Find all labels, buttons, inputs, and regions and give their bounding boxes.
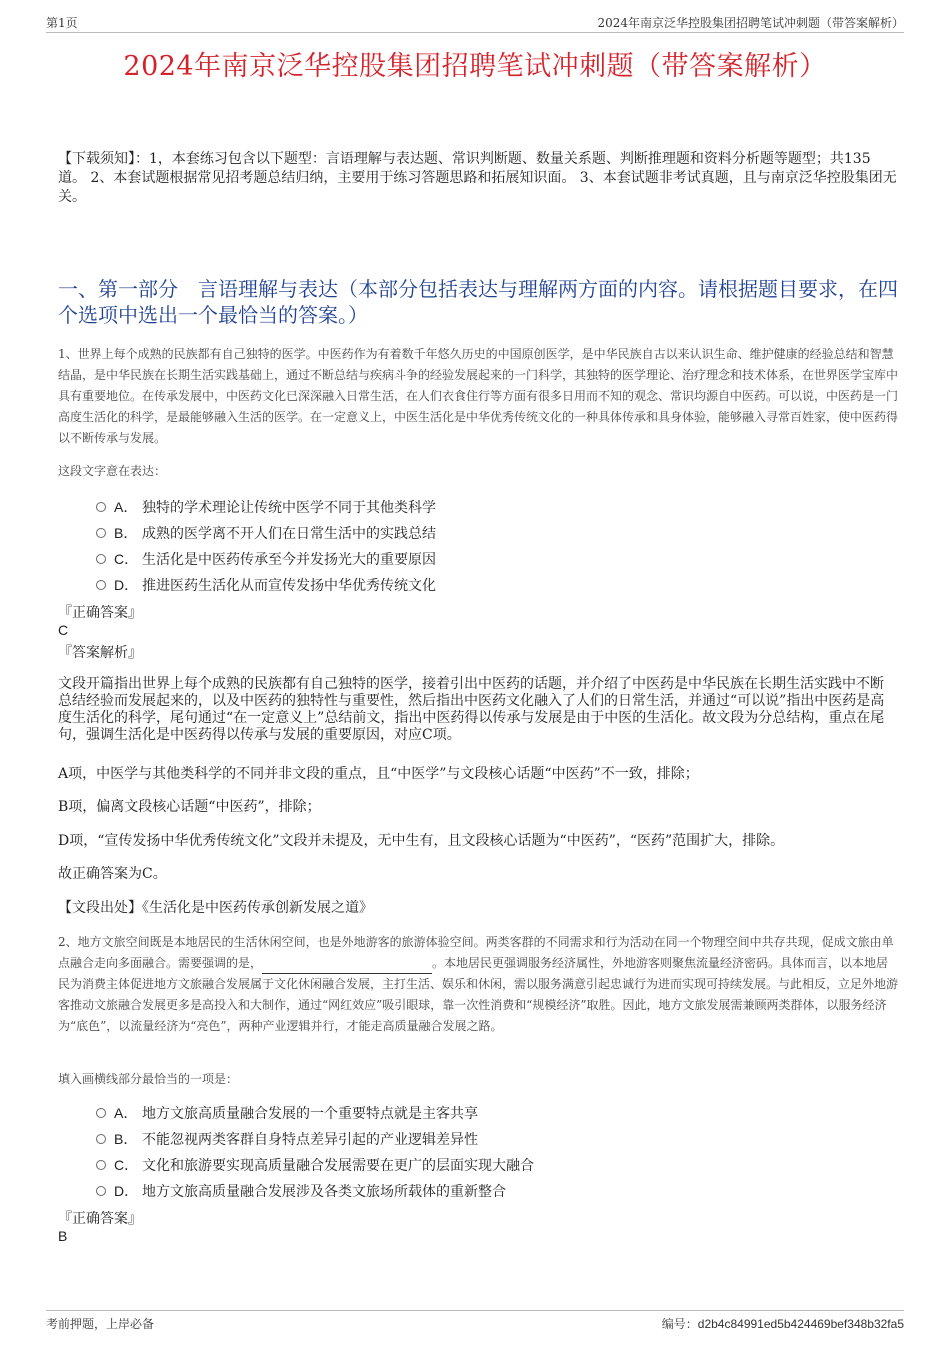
option-letter: D． (114, 577, 139, 593)
option-text: 地方文旅高质量融合发展的一个重要特点就是主客共享 (142, 1106, 478, 1122)
radio-icon[interactable] (96, 528, 106, 538)
option-letter: A． (114, 1105, 138, 1121)
analysis-paragraph: A项，中医学与其他类科学的不同并非文段的重点，且“中医学”与文段核心话题“中医药”不一致，排除； (58, 766, 699, 782)
document-title: 2024年南京泛华控股集团招聘笔试冲刺题（带答案解析） (123, 51, 827, 82)
option-d[interactable] (96, 572, 796, 598)
option-text: 独特的学术理论让传统中医学不同于其他类科学 (142, 500, 436, 516)
radio-icon[interactable] (96, 1186, 106, 1196)
page-number: 第1页 (46, 16, 78, 30)
option-text: 文化和旅游要实现高质量融合发展需要在更广的层面实现大融合 (142, 1158, 534, 1174)
analysis-paragraph: D项，“宣传发扬中华优秀传统文化”文段并未提及，无中生有，且文段核心话题为“中医药”，“医药”范围扩大，排除。 (58, 833, 785, 849)
document-code (662, 1315, 904, 1332)
radio-icon[interactable] (96, 502, 106, 512)
radio-icon[interactable] (96, 1134, 106, 1144)
option-text: 不能忽视两类客群自身特点差异引起的产业逻辑差异性 (142, 1132, 478, 1148)
answer-value: C (58, 622, 69, 638)
answer-label: 『正确答案』 (58, 1211, 142, 1227)
analysis-paragraph: B项，偏离文段核心话题“中医药”，排除； (58, 799, 321, 815)
option-c[interactable] (96, 1152, 796, 1178)
header-doc-title: 2024年南京泛华控股集团招聘笔试冲刺题（带答案解析） (597, 16, 904, 30)
option-a[interactable] (96, 494, 796, 520)
radio-icon[interactable] (96, 554, 106, 564)
passage-text: 。本地居民更强调服务经济属性，外地游客则聚焦流量经济密码。具体而言，以本地居民为消费主体促进地方文旅融合发展属于文化休闲融合发展，主打生活、娱乐和休闲，需以服务满意引起忠诚行为进而实现可持续发展。与此相反，立足外地游客推动文旅融合发展更多是高投入和大制作，通过“网红效应”吸引眼球，靠一次性消费和“规模经济”取胜。因此，地方文旅发展需兼顾两类群体，以服务经济为“底色”，以流量经济为“亮色”，两种产业逻辑并行，才能走高质量融合发展之路。 (58, 956, 899, 1033)
option-letter: B． (114, 1131, 138, 1147)
analysis-label: 『答案解析』 (58, 645, 142, 661)
passage-text: 2、地方文旅空间既是本地居民的生活休闲空间，也是外地游客的旅游体验空间。两类客群的不同需求和行为活动在同一个物理空间中共存共现，促成文旅由单点融合走向多面融合。需要强调的是， (58, 935, 894, 970)
option-b[interactable] (96, 520, 796, 546)
code-label: 编号： (661, 1317, 698, 1331)
question-1-prompt: 这段文字意在表达： (58, 464, 167, 478)
question-2-passage (58, 932, 898, 1037)
answer-label: 『正确答案』 (58, 605, 142, 621)
option-text: 生活化是中医药传承至今并发扬光大的重要原因 (142, 552, 436, 568)
option-letter: A． (114, 499, 138, 515)
option-c[interactable] (96, 546, 796, 572)
question-2-prompt: 填入画横线部分最恰当的一项是： (58, 1072, 239, 1086)
radio-icon[interactable] (96, 1160, 106, 1170)
option-text: 推进医药生活化从而宣传发扬中华优秀传统文化 (142, 578, 436, 594)
option-letter: C． (114, 551, 139, 567)
page-footer (46, 1310, 904, 1331)
question-1-options (96, 494, 796, 598)
download-notice: 【下载须知】：1，本套练习包含以下题型：言语理解与表达题、常识判断题、数量关系题、判断推理题和资料分析题等题型；共135道。 2、本套试题根据常见招考题总结归纳，主要用于练习答题思路和拓展知识面。 3、本套试题非考试真题，且与南京泛华控股集团无关。 (58, 151, 897, 205)
analysis-paragraph: 文段开篇指出世界上每个成熟的民族都有自己独特的医学，接着引出中医药的话题，并介绍了中医药是中华民族在长期生活实践中不断总结经验而发展起来的，以及中医药的独特性与重要性，然后指出中医药文化融入了人们的日常生活，并通过“可以说”指出中医药是高度生活化的科学，尾句通过“在一定意义上”总结前文，指出中医药得以传承与发展是由于中医的生活化。故文段为分总结构，重点在尾句，强调生活化是中医药得以传承与发展的重要原因，对应C项。 (58, 676, 885, 743)
radio-icon[interactable] (96, 580, 106, 590)
code-value: d2b4c84991ed5b424469bef348b32fa5 (697, 1317, 904, 1331)
option-text: 地方文旅高质量融合发展涉及各类文旅场所载体的重新整合 (142, 1184, 506, 1200)
option-letter: C． (114, 1157, 139, 1173)
question-2-options (96, 1100, 796, 1204)
analysis-conclusion: 故正确答案为C。 (58, 866, 167, 882)
answer-value: B (58, 1228, 68, 1244)
source-citation: 【文段出处】《生活化是中医药传承创新发展之道》 (58, 900, 373, 916)
radio-icon[interactable] (96, 1108, 106, 1118)
fill-blank (262, 960, 432, 974)
question-1-passage: 1、世界上每个成熟的民族都有自己独特的医学。中医药作为有着数千年悠久历史的中国原创医学，是中华民族自古以来认识生命、维护健康的经验总结和智慧结晶，是中华民族在长期生活实践基础上，通过不断总结与疾病斗争的经验发展起来的一门科学，其独特的医学理论、治疗理念和技术体系，在世界医学宝库中具有重要地位。在传承发展中，中医药文化已深深融入日常生活，在人们衣食住行等方面有很多日用而不知的观念、常识均源自中医药。可以说，中医药是一门高度生活化的科学，是最能够融入生活的医学。在一定意义上，中医生活化是中华优秀传统文化的一种具体传承和具身体验，能够融入寻常百姓家，使中医药得以不断传承与发展。 (58, 347, 899, 445)
section-heading: 一、第一部分 言语理解与表达（本部分包括表达与理解两方面的内容。请根据题目要求，在四个选项中选出一个最恰当的答案。） (58, 277, 898, 327)
footer-slogan: 考前押题，上岸必备 (46, 1317, 155, 1331)
page-header (46, 14, 904, 33)
option-b[interactable] (96, 1126, 796, 1152)
option-letter: B． (114, 525, 138, 541)
option-text: 成熟的医学离不开人们在日常生活中的实践总结 (142, 526, 436, 542)
option-d[interactable] (96, 1178, 796, 1204)
option-a[interactable] (96, 1100, 796, 1126)
option-letter: D． (114, 1183, 139, 1199)
